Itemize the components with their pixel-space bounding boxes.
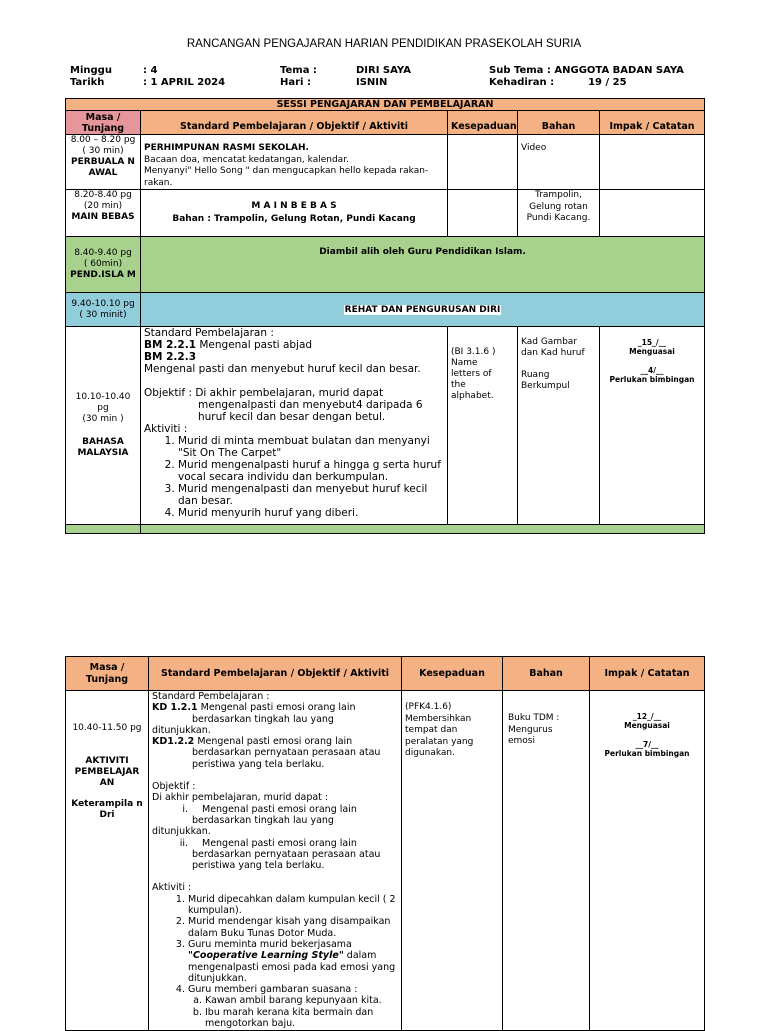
table-row bbox=[66, 525, 705, 534]
header-impak: Impak / Catatan bbox=[600, 111, 705, 135]
minggu-label: Minggu bbox=[70, 65, 112, 76]
objektif-line: ditunjukkan. bbox=[152, 826, 211, 838]
objektif-line: huruf kecil dan besar dengan betul. bbox=[198, 411, 386, 423]
objektif-line: Mengenal pasti emosi orang lain bbox=[202, 837, 357, 849]
subtema-label: Sub Tema : bbox=[489, 65, 551, 76]
time-text: 10.40-11.50 pg bbox=[72, 723, 142, 733]
header-kesepaduan: Kesepaduan bbox=[448, 111, 518, 135]
aktiviti-label: Aktiviti : bbox=[152, 882, 192, 894]
activity-cell bbox=[141, 190, 448, 237]
impak-label: Menguasai bbox=[624, 721, 670, 730]
objektif-label: Objektif : bbox=[152, 781, 196, 793]
bahan-cell: Trampolin, Gelung rotan Pundi Kacang. bbox=[518, 190, 600, 237]
table-row bbox=[66, 237, 705, 293]
list-item bbox=[188, 939, 398, 984]
tunjang-text: MAIN BEBAS bbox=[71, 212, 135, 222]
time-text: 8.20-8.40 pg bbox=[74, 190, 132, 200]
duration-text: ( 60min) bbox=[83, 259, 123, 269]
objektif-line: mengenalpasti dan menyebut4 daripada 6 bbox=[198, 399, 423, 411]
bahan-cell bbox=[518, 327, 600, 525]
header-masa: Masa / Tunjang bbox=[66, 111, 141, 135]
activity-line: Bahan : Trampolin, Gelung Rotan, Pundi Kacang bbox=[172, 214, 416, 224]
tema-value: DIRI SAYA bbox=[356, 65, 411, 76]
kehadiran-label: Kehadiran : bbox=[489, 77, 555, 88]
duration-text: ( 30 minit) bbox=[79, 309, 127, 320]
sp-text: Mengenal pasti abjad bbox=[196, 339, 313, 351]
impak-cell bbox=[600, 327, 705, 525]
kesepaduan-cell bbox=[448, 190, 518, 237]
aktiviti-list bbox=[152, 894, 398, 1030]
activity-heading: M A I N B E B A S bbox=[251, 201, 337, 211]
list-item: 3. Murid mengenalpasti dan menyebut huruf kecil dan besar. bbox=[178, 483, 444, 507]
header-standard: Standard Pembelajaran / Objektif / Aktiviti bbox=[141, 111, 448, 135]
duration-text: (30 min ) bbox=[82, 414, 124, 424]
header-bahan: Bahan bbox=[503, 657, 590, 691]
lesson-table-1 bbox=[65, 98, 705, 534]
tunjang-text: Keterampila n Dri bbox=[71, 799, 143, 820]
banner-rehat-text: REHAT DAN PENGURUSAN DIRI bbox=[344, 304, 501, 315]
hari-value: ISNIN bbox=[356, 77, 388, 88]
impak-count: __7/__ bbox=[635, 740, 659, 749]
info-col1-values bbox=[143, 65, 225, 89]
objektif-label: Objektif : Di akhir pembelajaran, murid dapat bbox=[144, 387, 384, 399]
list-item-text: Guru memberi gambaran suasana : bbox=[188, 984, 358, 996]
time-cell bbox=[66, 237, 141, 293]
tunjang-text: PERBUALA N AWAL bbox=[71, 157, 135, 178]
activity-heading: PERHIMPUNAN RASMI SEKOLAH. bbox=[144, 143, 309, 153]
table-row bbox=[66, 135, 705, 190]
kehadiran-value: 19 / 25 bbox=[588, 77, 627, 88]
banner-rehat bbox=[141, 293, 705, 327]
time-text: 10.10-10.40 pg bbox=[75, 392, 131, 413]
list-item: 4. Murid menyurih huruf yang diberi. bbox=[178, 507, 444, 519]
header-kesepaduan: Kesepaduan bbox=[402, 657, 503, 691]
sp-line: berdasarkan pernyataan perasaan atau bbox=[192, 747, 381, 759]
impak-label: Menguasai bbox=[629, 347, 675, 356]
activity-cell bbox=[141, 327, 448, 525]
impak-cell bbox=[600, 135, 705, 190]
time-text: 8.40-9.40 pg bbox=[74, 248, 132, 258]
sp-label: Standard Pembelajaran : bbox=[152, 691, 270, 702]
objektif-line: berdasarkan tingkah lau yang bbox=[192, 814, 334, 826]
bahan-text: Kad Gambar dan Kad huruf bbox=[521, 337, 585, 358]
impak-label: Perlukan bimbingan bbox=[609, 375, 695, 384]
list-item bbox=[188, 984, 398, 1029]
tunjang-text: AKTIVITI PEMBELAJAR AN bbox=[74, 756, 140, 788]
list-item-emphasis: "Cooperative Learning Style" bbox=[188, 950, 344, 962]
sp-label: Standard Pembelajaran : bbox=[144, 327, 274, 339]
list-item: b. Ibu marah kerana kita bermain dan mengotorkan baju. bbox=[205, 1007, 398, 1030]
table-row bbox=[66, 327, 705, 525]
table-row bbox=[66, 691, 705, 1031]
list-item: 2. Murid mengenalpasti huruf a hingga g serta huruf vocal secara individu dan berkumpulan. bbox=[178, 459, 444, 483]
sp-line: berdasarkan tingkah lau yang bbox=[192, 713, 334, 725]
time-cell bbox=[66, 293, 141, 327]
list-item: 2. Murid mendengar kisah yang disampaikan dalam Buku Tunas Dotor Muda. bbox=[188, 916, 398, 939]
sp-text: Mengenal pasti dan menyebut huruf kecil dan besar. bbox=[144, 363, 421, 375]
time-cell bbox=[66, 190, 141, 237]
time-cell bbox=[66, 691, 149, 1031]
table-row bbox=[66, 293, 705, 327]
time-cell bbox=[66, 327, 141, 525]
activity-cell bbox=[149, 691, 402, 1031]
duration-text: (20 min) bbox=[83, 201, 123, 211]
table-row bbox=[66, 190, 705, 237]
bahan-text: Ruang Berkumpul bbox=[521, 370, 570, 391]
sp-line: ditunjukkan. bbox=[152, 724, 211, 736]
info-col3 bbox=[489, 65, 684, 89]
objektif-line: peristiwa yang tela berlaku. bbox=[192, 860, 325, 872]
hari-label: Hari : bbox=[280, 77, 311, 88]
section-title: SESSI PENGAJARAN DAN PEMBELAJARAN bbox=[66, 99, 705, 111]
activity-line: Bacaan doa, mencatat kedatangan, kalendar. bbox=[144, 154, 349, 165]
info-col2-values bbox=[356, 65, 411, 89]
list-item-text: Guru meminta murid bekerjasama bbox=[188, 938, 352, 950]
list-item: 1. Murid di minta membuat bulatan dan menyanyi "Sit On The Carpet" bbox=[178, 435, 444, 459]
tarikh-value: : 1 APRIL 2024 bbox=[143, 77, 226, 88]
objektif-intro: Di akhir pembelajaran, murid dapat : bbox=[152, 792, 329, 804]
sp-code: BM 2.2.1 bbox=[144, 339, 197, 351]
sp-code: BM 2.2.3 bbox=[144, 351, 197, 363]
header-impak: Impak / Catatan bbox=[590, 657, 705, 691]
aktiviti-list bbox=[144, 435, 444, 519]
impak-cell bbox=[590, 691, 705, 1031]
sp-line: peristiwa yang tela berlaku. bbox=[192, 758, 325, 770]
info-col1 bbox=[70, 65, 112, 89]
impak-count: __4/__ bbox=[640, 366, 664, 375]
activity-line: Menyanyi" Hello Song " dan mengucapkan hello kepada rakan-rakan. bbox=[144, 166, 429, 188]
header-masa: Masa / Tunjang bbox=[66, 657, 149, 691]
tema-label: Tema : bbox=[280, 65, 317, 76]
impak-cell bbox=[600, 190, 705, 237]
kesepaduan-cell: (PFK4.1.6) Membersihkan tempat dan peralatan yang digunakan. bbox=[402, 691, 503, 1031]
objektif-num: i. bbox=[182, 803, 188, 815]
info-col2 bbox=[280, 65, 317, 89]
lesson-table-2 bbox=[65, 656, 705, 1031]
minggu-value: : 4 bbox=[143, 65, 158, 76]
impak-count: _12_/__ bbox=[632, 712, 662, 721]
aktiviti-label: Aktiviti : bbox=[144, 423, 188, 435]
sp-text: Mengenal pasti emosi orang lain bbox=[194, 736, 353, 748]
impak-label: Perlukan bimbingan bbox=[604, 749, 690, 758]
sub-list bbox=[188, 995, 398, 1029]
activity-cell bbox=[141, 135, 448, 190]
time-text: 9.40-10.10 pg bbox=[71, 298, 135, 309]
document-title: RANCANGAN PENGAJARAN HARIAN PENDIDIKAN PRASEKOLAH SURIA bbox=[186, 38, 582, 50]
duration-text: ( 30 min) bbox=[82, 146, 124, 156]
list-item-text: dalam mengenalpasti emosi pada kad emosi yang ditunjukkan. bbox=[188, 950, 396, 984]
time-cell bbox=[66, 135, 141, 190]
sp-code: KD1.2.2 bbox=[152, 736, 195, 748]
objektif-line: Mengenal pasti emosi orang lain bbox=[202, 803, 357, 815]
banner-pend-islam: Diambil alih oleh Guru Pendidikan Islam. bbox=[141, 237, 705, 293]
objektif-line: berdasarkan pernyataan perasaan atau bbox=[192, 848, 381, 860]
tarikh-label: Tarikh bbox=[70, 77, 105, 88]
objektif-num: ii. bbox=[179, 837, 188, 849]
tunjang-text: BAHASA MALAYSIA bbox=[77, 437, 129, 458]
bahan-cell: Buku TDM : Mengurus emosi bbox=[503, 691, 590, 1031]
bahan-cell: Video bbox=[518, 135, 600, 190]
kesepaduan-cell bbox=[448, 135, 518, 190]
header-standard: Standard Pembelajaran / Objektif / Aktiviti bbox=[149, 657, 402, 691]
list-item: a. Kawan ambil barang kepunyaan kita. bbox=[205, 995, 398, 1006]
tunjang-text: PEND.ISLA M bbox=[70, 270, 136, 280]
kesepaduan-cell: (BI 3.1.6 ) Name letters of the alphabet. bbox=[448, 327, 518, 525]
time-text: 8.00 – 8.20 pg bbox=[70, 135, 136, 145]
list-item: 1. Murid dipecahkan dalam kumpulan kecil ( 2 kumpulan). bbox=[188, 894, 398, 917]
sp-text: Mengenal pasti emosi orang lain bbox=[197, 702, 356, 714]
header-bahan: Bahan bbox=[518, 111, 600, 135]
sp-code: KD 1.2.1 bbox=[152, 702, 198, 714]
impak-count: _15_/__ bbox=[637, 338, 667, 347]
subtema-value: ANGGOTA BADAN SAYA bbox=[554, 65, 684, 76]
